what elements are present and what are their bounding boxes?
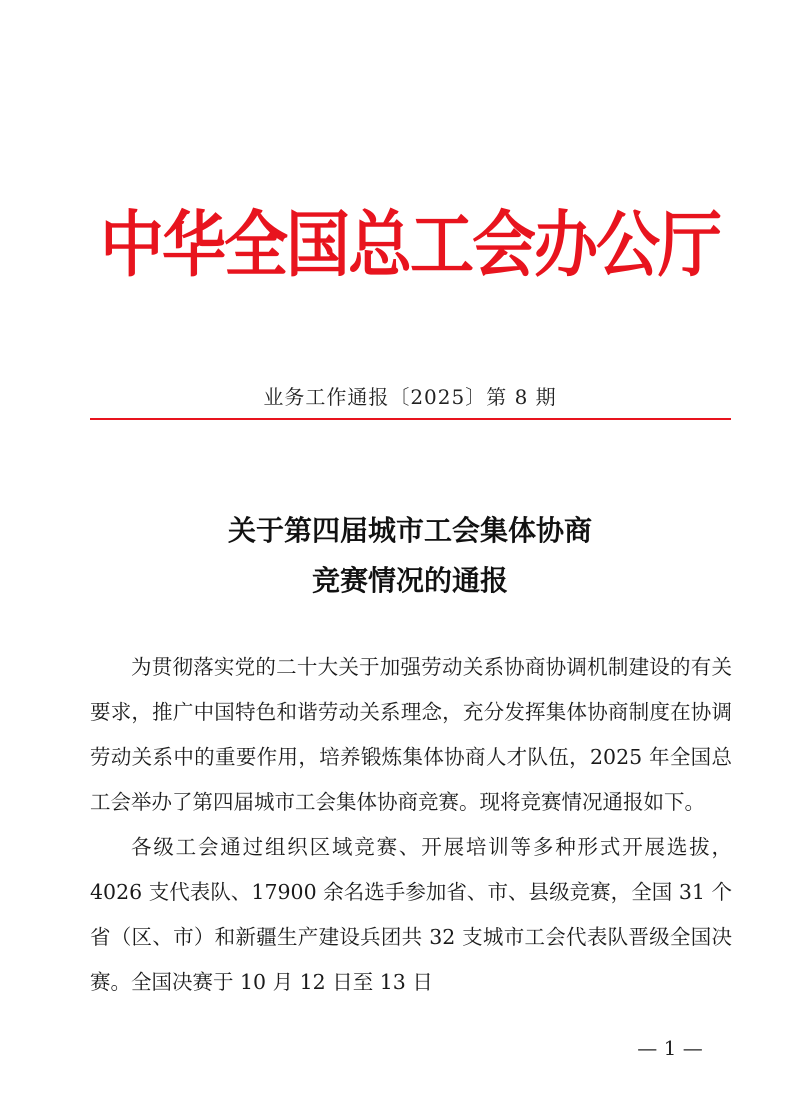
document-body: [90, 645, 732, 1005]
document-title-line-2: 竞赛情况的通报: [311, 564, 508, 597]
masthead-title: 中华全国总工会办公厅: [100, 203, 720, 288]
document-title: [90, 506, 730, 606]
page-number: — 1 —: [637, 1036, 703, 1060]
red-divider-rule: [90, 418, 731, 420]
document-title-line-1: 关于第四届城市工会集体协商: [227, 514, 592, 547]
issue-number: 业务工作通报〔2025〕第 8 期: [263, 385, 557, 409]
body-paragraph-2: 各级工会通过组织区域竞赛、开展培训等多种形式开展选拔，4026 支代表队、17900 余名选手参加省、市、县级竞赛，全国 31 个省（区、市）和新疆生产建设兵团共 32 支城市工会代表队晋级全国决赛。全国决赛于 10 月 12 日至 13 日: [90, 835, 732, 994]
body-paragraph-1: 为贯彻落实党的二十大关于加强劳动关系协商协调机制建设的有关要求，推广中国特色和谐劳动关系理念，充分发挥集体协商制度在协调劳动关系中的重要作用，培养锻炼集体协商人才队伍，2025 年全国总工会举办了第四届城市工会集体协商竞赛。现将竞赛情况通报如下。: [90, 655, 732, 814]
